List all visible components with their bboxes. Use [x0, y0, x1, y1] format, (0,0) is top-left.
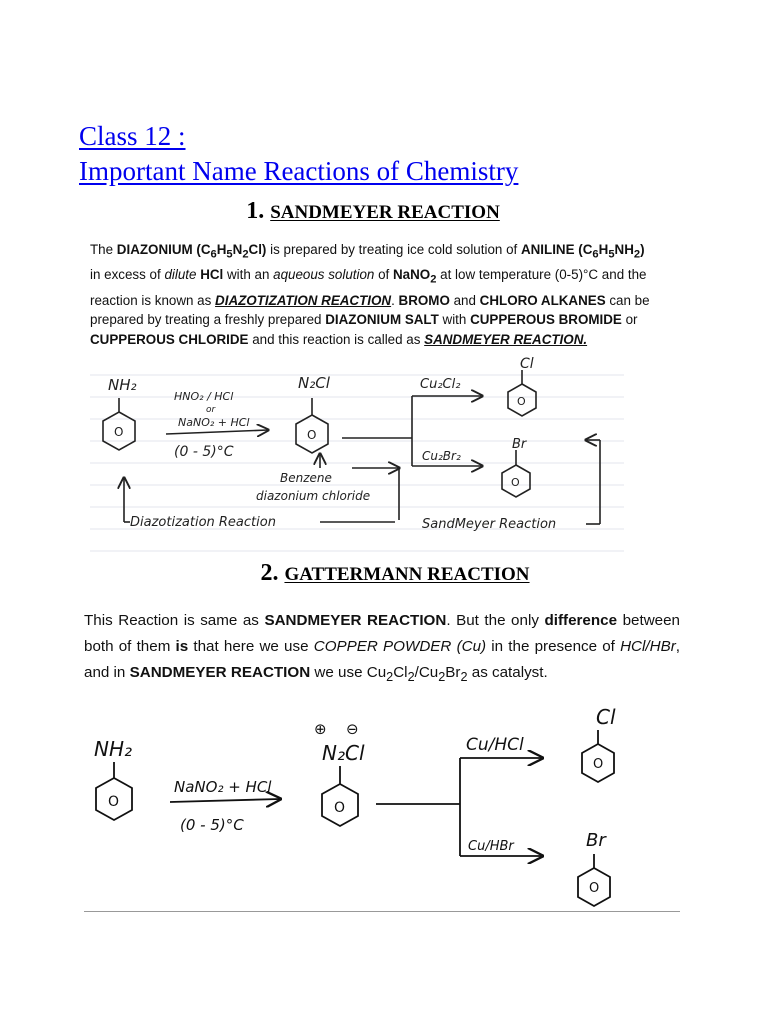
- reagent-nano2: NaNO₂ + HCl: [174, 778, 272, 796]
- bold-text: $(C_6H_5NH_2)$: [578, 242, 645, 261]
- ring-symbol: O: [108, 794, 120, 810]
- section-1-number: 1.: [246, 198, 265, 224]
- diazonium-label: N₂Cl: [322, 741, 365, 765]
- italic-text: COPPER POWDER (Cu): [313, 638, 487, 655]
- bold-text: HCl: [200, 267, 224, 283]
- bold-text: DIAZONIUM $(C_6H_5N_2Cl)$: [116, 242, 267, 261]
- bold-text: ANILINE: [520, 242, 575, 257]
- cu2cl2-reagent: Cu₂Cl₂: [420, 377, 461, 392]
- aniline-label: NH₂: [94, 737, 133, 761]
- italic-text: HCl/HBr: [620, 638, 676, 655]
- product-br-label: Br: [512, 437, 527, 452]
- plus-charge: ⊕: [314, 720, 327, 738]
- italic-text: dilute: [164, 267, 197, 283]
- sandmeyer-note: SandMeyer Reaction: [422, 517, 557, 532]
- bold-text: CHLORO ALKANES: [479, 292, 606, 308]
- cu2br2-reagent: Cu₂Br₂: [422, 449, 461, 463]
- section-1-name: SANDMEYER REACTION: [270, 202, 500, 223]
- aniline-label: NH₂: [108, 376, 137, 394]
- product-cl-label: Cl: [520, 356, 534, 372]
- product-cl-label: Cl: [596, 705, 616, 729]
- page-title-link[interactable]: Important Name Reactions of Chemistry: [79, 156, 519, 186]
- diazonium-chloride-note: diazonium chloride: [256, 489, 371, 503]
- gattermann-description: This Reaction is same as SANDMEYER REACTION. But the only difference between both of them is that here we use COPPER POWDER (Cu) in the presence of HCl/HBr, and in SANDMEYER REACTION we use $Cu_2Cl_2/Cu_2Br_2$ as catalyst.: [84, 612, 680, 685]
- reagent-nano2: NaNO₂ + HCl: [178, 416, 250, 429]
- ring-symbol: O: [589, 881, 600, 896]
- text: of: [374, 267, 393, 283]
- class-heading-link[interactable]: Class 12 :: [79, 121, 186, 151]
- bold-text: is: [175, 638, 189, 655]
- diazotization-note: Diazotization Reaction: [130, 515, 276, 530]
- bold-text: SANDMEYER REACTION: [129, 664, 311, 681]
- minus-charge: ⊖: [346, 720, 359, 738]
- section-2-heading: [11, 560, 768, 587]
- product-br-label: Br: [586, 830, 606, 851]
- horizontal-divider: [84, 911, 680, 912]
- ring-symbol: O: [511, 476, 520, 489]
- bold-text: difference: [544, 612, 618, 629]
- bold-text: CUPPEROUS CHLORIDE: [90, 331, 249, 347]
- bold-text: CUPPEROUS BROMIDE: [470, 312, 622, 328]
- sandmeyer-term: SANDMEYER REACTION.: [424, 331, 588, 347]
- reagent-hno2: HNO₂ / HCl: [174, 390, 234, 403]
- text: with an: [223, 267, 274, 283]
- sandmeyer-description: The DIAZONIUM $(C_6H_5N_2Cl)$ is prepared by treating ice cold solution of ANILINE $(C_6H_5NH_2)$ in excess of dilute HCl with an aqueous solution of NaNO$_2$ at low temperature (0-5)°C and the reaction is known as DIAZOTIZATION REACTION. BROMO and CHLORO ALKANES can be prepared by treating a freshly prepared DIAZONIUM SALT with CUPPEROUS BROMIDE or CUPPEROUS CHLORIDE and this reaction is called as SANDMEYER REACTION.: [90, 242, 650, 347]
- cu-hcl-reagent: Cu/HCl: [466, 735, 524, 755]
- ring-symbol: O: [307, 428, 317, 442]
- benzene-note: Benzene: [280, 471, 332, 485]
- ring-symbol: O: [593, 757, 604, 772]
- diazotization-term: DIAZOTIZATION REACTION: [215, 292, 392, 308]
- temperature-label: (0 - 5)°C: [174, 444, 234, 460]
- ring-symbol: O: [114, 425, 124, 439]
- section-2-name: GATTERMANN REACTION: [284, 564, 530, 585]
- bold-text: BROMO: [398, 292, 450, 308]
- reagent-or: or: [206, 405, 216, 415]
- italic-text: aqueous solution: [273, 267, 375, 283]
- temperature-label: (0 - 5)°C: [180, 816, 244, 834]
- diazonium-label: N₂Cl: [298, 374, 330, 392]
- text: is prepared by treating ice cold solution of: [266, 242, 521, 257]
- bold-text: DIAZONIUM SALT: [325, 312, 439, 328]
- bold-text: SANDMEYER REACTION: [264, 612, 447, 629]
- gattermann-reaction-diagram: [86, 700, 646, 910]
- ring-symbol: O: [517, 395, 526, 408]
- ring-symbol: O: [334, 800, 346, 816]
- section-1-heading: [0, 198, 757, 225]
- section-2-number: 2.: [260, 560, 279, 586]
- cu-hbr-reagent: Cu/HBr: [468, 839, 514, 854]
- text: in excess of: [90, 267, 165, 283]
- text: at low temperature (0-5)°C and the reaction is known as: [90, 267, 647, 308]
- bold-text: NaNO$_2$: [393, 267, 437, 286]
- sandmeyer-reaction-diagram: [90, 354, 624, 554]
- text: The: [90, 242, 117, 257]
